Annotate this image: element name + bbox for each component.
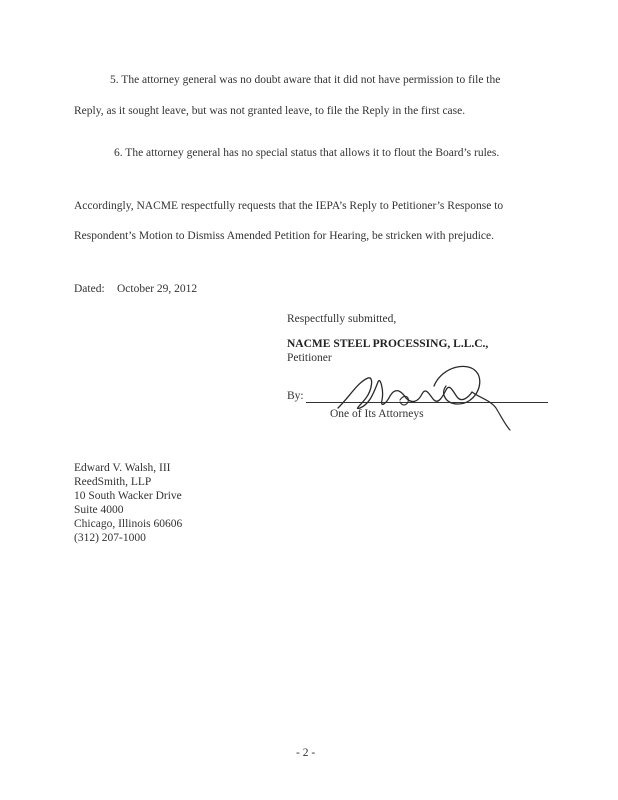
counsel-suite: Suite 4000: [74, 504, 124, 516]
paragraph-5-line-2: Reply, as it sought leave, but was not granted leave, to file the Reply in the first case.: [74, 105, 466, 117]
paragraph-6: 6. The attorney general has no special status that allows it to flout the Board’s rules.: [114, 147, 500, 159]
party-role: Petitioner: [287, 352, 332, 364]
closing-text: Respectfully submitted,: [287, 313, 397, 325]
counsel-firm: ReedSmith, LLP: [74, 476, 152, 488]
handwritten-signature: [330, 356, 530, 436]
dated-value: October 29, 2012: [117, 283, 198, 295]
counsel-city: Chicago, Illinois 60606: [74, 518, 183, 530]
attorney-caption: One of Its Attorneys: [330, 408, 424, 420]
paragraph-5-line-1: 5. The attorney general was no doubt aware that it did not have permission to file the: [110, 74, 501, 86]
party-name: NACME STEEL PROCESSING, L.L.C.,: [287, 338, 489, 350]
conclusion-line-1: Accordingly, NACME respectfully requests that the IEPA’s Reply to Petitioner’s Response to: [74, 200, 504, 212]
counsel-street: 10 South Wacker Drive: [74, 490, 182, 502]
by-label: By:: [287, 390, 304, 402]
counsel-name: Edward V. Walsh, III: [74, 462, 171, 474]
conclusion-line-2: Respondent’s Motion to Dismiss Amended Petition for Hearing, be stricken with prejudice.: [74, 230, 495, 242]
counsel-phone: (312) 207-1000: [74, 532, 146, 544]
page-number: - 2 -: [296, 747, 316, 759]
dated-label: Dated:: [74, 283, 105, 295]
